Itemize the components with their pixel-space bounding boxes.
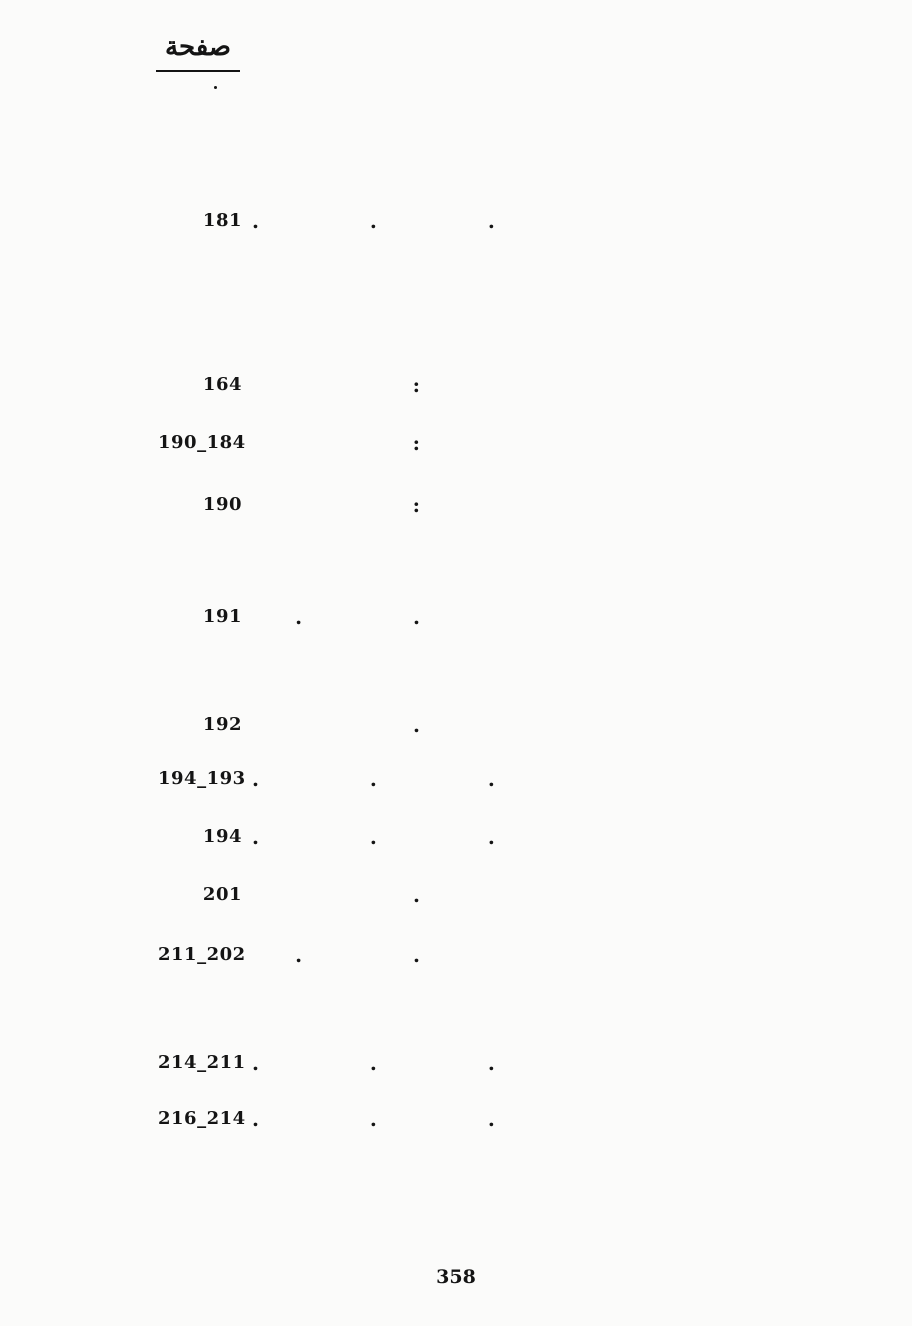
toc-page-number: 192 — [202, 714, 242, 735]
toc-leader-dots: : — [412, 493, 472, 517]
toc-page-number: 164 — [202, 374, 242, 395]
toc-leader-dots: . . . — [252, 767, 547, 791]
toc-leader-dots: . . . — [252, 825, 547, 849]
toc-leader-dots: . . . — [252, 1051, 547, 1075]
toc-leader-dots: : — [412, 373, 472, 397]
toc-leader-dots: . . — [295, 943, 472, 967]
toc-page-number: 194 — [202, 826, 242, 847]
toc-leader-dots: : — [412, 431, 472, 455]
toc-leader-dots: . . . — [252, 1107, 547, 1131]
toc-leader-dots: . . — [295, 605, 472, 629]
page-header-label: صفحة — [165, 32, 231, 62]
toc-leader-dots: . — [413, 713, 472, 737]
toc-page-number: 214_211 — [158, 1052, 246, 1073]
toc-page-number: 201 — [202, 884, 242, 905]
toc-page-number: 181 — [202, 210, 242, 231]
toc-page-number: 190_184 — [158, 432, 246, 453]
toc-leader-dots: . — [413, 883, 472, 907]
header-dot — [214, 86, 217, 89]
toc-page-number: 216_214 — [158, 1108, 246, 1129]
toc-page-number: 194_193 — [158, 768, 246, 789]
toc-page-number: 191 — [202, 606, 242, 627]
toc-page-number: 190 — [202, 494, 242, 515]
page-number: 358 — [436, 1266, 476, 1288]
toc-page-number: 211_202 — [158, 944, 246, 965]
header-underline — [156, 70, 240, 72]
toc-leader-dots: . . . — [252, 209, 547, 233]
